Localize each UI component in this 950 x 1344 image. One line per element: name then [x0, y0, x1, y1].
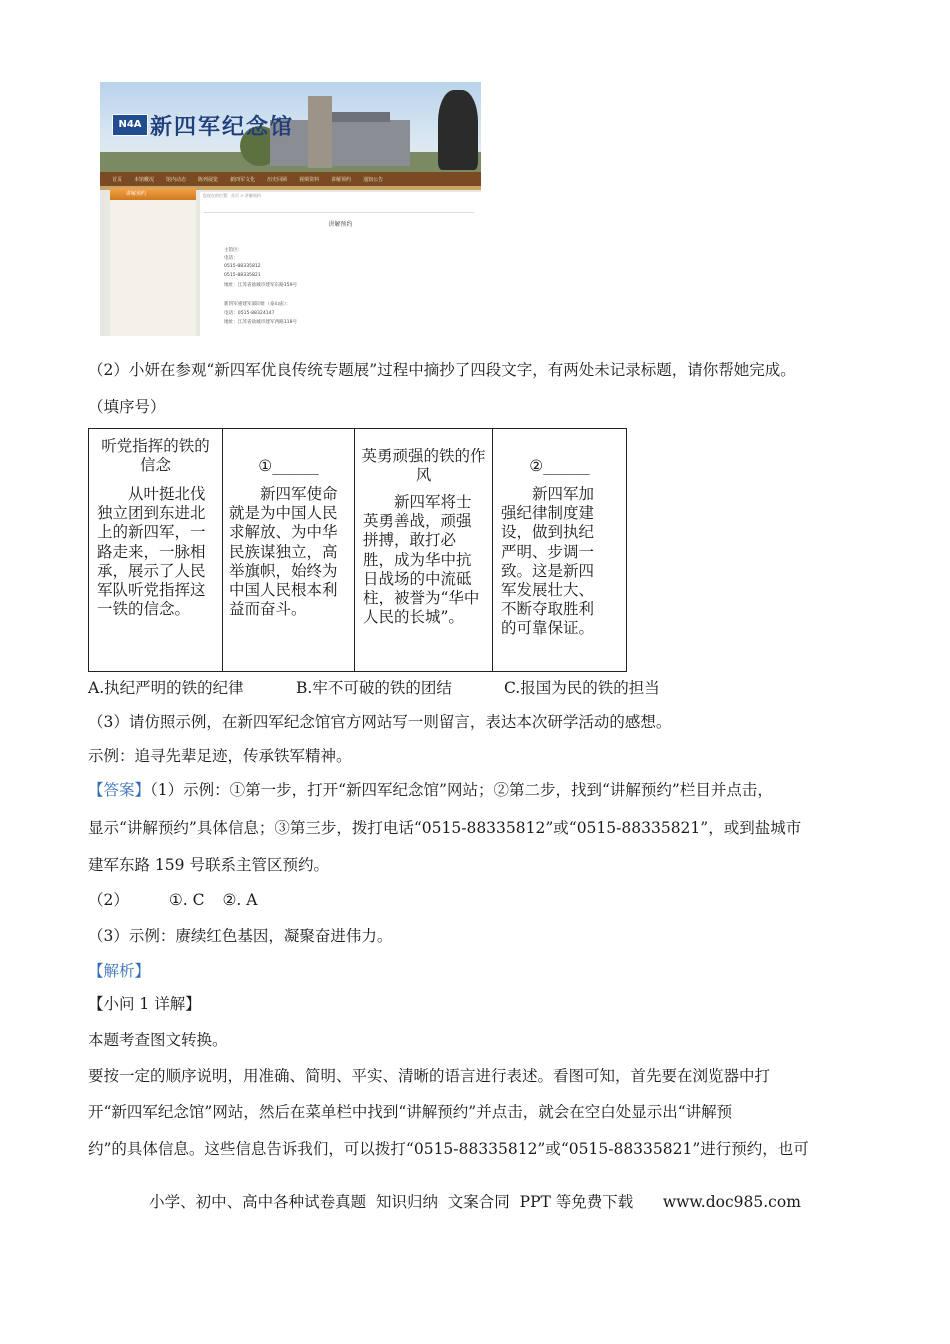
- nav-bar: [100, 172, 481, 186]
- nav-item[interactable]: 首页: [112, 176, 123, 183]
- option-c: C.报国为民的铁的担当: [504, 679, 660, 697]
- answer-2-item1: ①. C: [168, 891, 205, 909]
- answer-line2: 显示“讲解预约”具体信息；③第三步，拨打电话“0515-88335812”或“0515-88335821”，或到盐城市: [88, 819, 802, 837]
- q3-example: 示例：追寻先辈足迹，传承铁军精神。: [88, 747, 352, 765]
- info-line: 电话：: [224, 256, 238, 261]
- sidebar: [110, 188, 196, 336]
- analysis-tag: 【解析】: [88, 962, 151, 980]
- cell-body: 新四军加强纪律制度建设，做到执纪严明、步调一致。这是新四军发展壮大、不断夺取胜利的可靠保证。: [501, 485, 595, 638]
- table-cell: [493, 429, 627, 672]
- analysis-sub1: 【小问 1 详解】: [88, 995, 201, 1013]
- info-line: 电话：0515-88324147: [224, 311, 275, 316]
- divider: [204, 212, 474, 213]
- option-a: A.执纪严明的铁的纪律: [88, 679, 244, 697]
- cell-body: 新四军将士英勇善战，顽强拼搏，敢打必胜，成为华中抗日战场的中流砥柱，被誉为“华中人民的长城”。: [363, 493, 480, 627]
- info-line: 地址：江苏省盐城市建军东路159号: [224, 283, 298, 288]
- analysis-p1: 本题考查图文转换。: [88, 1031, 228, 1049]
- blank-1[interactable]: ①______: [258, 457, 319, 475]
- logo-badge: N4A: [112, 114, 148, 136]
- blank-2[interactable]: ②______: [529, 457, 590, 475]
- q2-line2: （填序号）: [88, 398, 166, 416]
- info-line: 新四军重建军部旧址（泰山庙）：: [224, 302, 291, 307]
- info-line: 地址：江苏省盐城市建军西路118号: [224, 320, 298, 325]
- monument-tower: [308, 96, 332, 168]
- info-line: 主馆区：: [224, 248, 243, 253]
- analysis-p2-line3: 约”的具体信息。这些信息告诉我们，可以拨打“0515-88335812”或“0515-88335821”进行预约，也可: [88, 1140, 809, 1158]
- quote-table: [88, 428, 627, 672]
- table-cell: [355, 429, 493, 672]
- q2-line1: （2）小妍在参观“新四军优良传统专题展”过程中摘抄了四段文字，有两处未记录标题，请你帮她完成。: [88, 361, 796, 379]
- horse-statue: [438, 90, 478, 170]
- logo-title: 新四军纪念馆: [150, 114, 295, 140]
- answer-line1: [88, 780, 773, 800]
- cell-header: 英勇顽强的铁的作风: [361, 447, 486, 484]
- option-b: B.牢不可破的铁的团结: [296, 679, 452, 697]
- nav-item[interactable]: 馆内动态: [166, 176, 187, 183]
- analysis-p2-line1: 要按一定的顺序说明，用准确、简明、平实、清晰的语言进行表述。看图可知，首先要在浏览器中打: [88, 1067, 771, 1085]
- breadcrumb: 您现在的位置：首页 > 讲解预约: [203, 193, 261, 198]
- info-line: 0515-88335821: [224, 273, 261, 278]
- analysis-p2-line2: 开“新四军纪念馆”网站，然后在菜单栏中找到“讲解预约”并点击，就会在空白处显示出“讲解预: [88, 1103, 733, 1121]
- cell-body: 新四军使命就是为中国人民求解放、为中华民族谋独立，高举旗帜，始终为中国人民根本利益而奋斗。: [229, 485, 338, 619]
- answer-2-prefix: （2）: [88, 891, 129, 909]
- table-cell: [89, 429, 223, 672]
- content-title: 讲解预约: [328, 221, 353, 228]
- page-footer: 小学、初中、高中各种试卷真题 知识归纳 文案合同 PPT 等免费下载 www.doc985.com: [149, 1193, 801, 1211]
- answer-tag: 【答案】: [88, 781, 151, 799]
- cell-header: 听党指挥的铁的信念: [101, 437, 210, 474]
- answer-2-item2: ②. A: [222, 891, 258, 909]
- table-cell: [223, 429, 355, 672]
- nav-item[interactable]: 讲解预约: [331, 176, 352, 183]
- nav-item[interactable]: 新四军文化: [230, 176, 256, 183]
- nav-item[interactable]: 本馆概况: [134, 176, 155, 183]
- answer-2: [88, 890, 257, 910]
- sidebar-tab-booking[interactable]: 讲解预约: [110, 188, 196, 200]
- nav-item[interactable]: 历史回顾: [267, 176, 288, 183]
- info-line: 0515-88335812: [224, 264, 261, 269]
- nav-item[interactable]: 视频资料: [299, 176, 320, 183]
- nav-item[interactable]: 陈列展览: [198, 176, 219, 183]
- answer-text: （1）示例：①第一步，打开“新四军纪念馆”网站；②第二步，找到“讲解预约”栏目并点击，: [150, 781, 773, 799]
- q3-line1: （3）请仿照示例，在新四军纪念馆官方网站写一则留言，表达本次研学活动的感想。: [88, 713, 672, 731]
- answer-line3: 建军东路 159 号联系主管区预约。: [88, 856, 329, 874]
- nav-item[interactable]: 通知公告: [363, 176, 384, 183]
- answer-3: （3）示例：赓续红色基因，凝聚奋进伟力。: [88, 927, 393, 945]
- website-screenshot: [100, 82, 481, 336]
- cell-body: 从叶挺北伐独立团到东进北上的新四军，一路走来，一脉相承，展示了人民军队听党指挥这一铁的信念。: [97, 485, 206, 619]
